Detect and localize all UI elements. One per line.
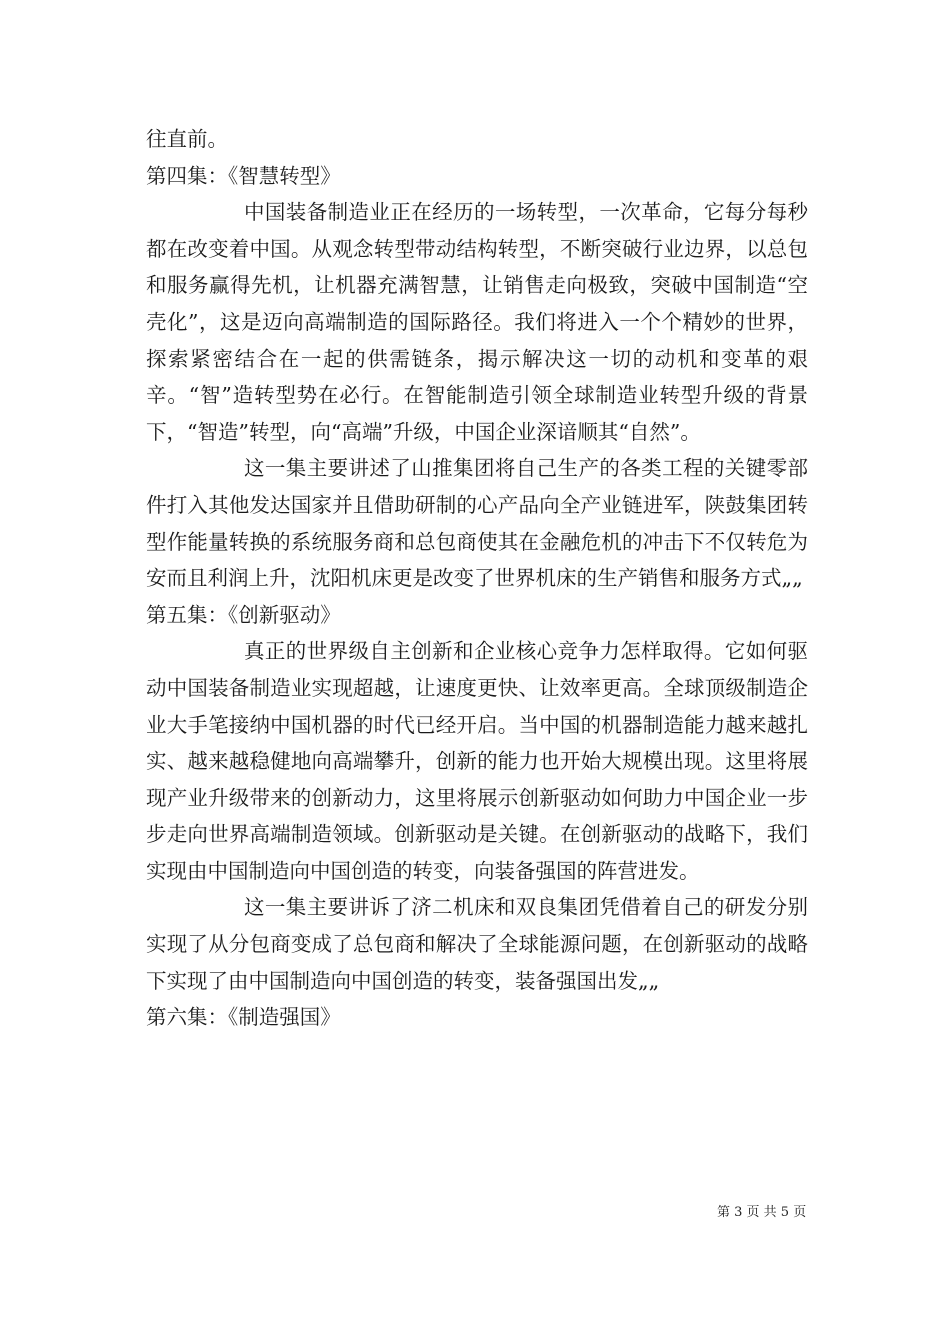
episode-5-description: 真正的世界级自主创新和企业核心竞争力怎样取得。它如何驱动中国装备制造业实现超越，让速度更快、让效率更高。全球顶级制造企业大手笔接纳中国机器的时代已经开启。当中国的机器制造能力越来越扎实、越来越稳健地向高端攀升，创新的能力也开始大规模出现。这里将展现产业升级带来的创新动力，这里将展示创新驱动如何助力中国企业一步步走向世界高端制造领域。创新驱动是关键。在创新驱动的战略下，我们实现由中国制造向中国创造的转变，向装备强国的阵营进发。 <box>146 639 808 883</box>
episode-6-heading: 第六集：《制造强国》 <box>146 1005 341 1030</box>
episode-4-description: 中国装备制造业正在经历的一场转型，一次革命，它每分每秒都在改变着中国。从观念转型带动结构转型，不断突破行业边界，以总包和服务赢得先机，让机器充满智慧，让销售走向极致，突破中国制造“空壳化”，这是迈向高端制造的国际路径。我们将进入一个个精妙的世界，探索紧密结合在一起的供需链条，揭示解决这一切的动机和变革的艰辛。“智”造转型势在必行。在智能制造引领全球制造业转型升级的背景下，“智造”转型，向“高端”升级，中国企业深谙顺其“自然”。 <box>146 200 808 444</box>
episode-5-heading: 第五集：《创新驱动》 <box>146 602 341 627</box>
episode-4-heading: 第四集：《智慧转型》 <box>146 163 341 188</box>
episode-5-summary: 这一集主要讲诉了济二机床和双良集团凭借着自己的研发分别实现了从分包商变成了总包商和解决了全球能源问题，在创新驱动的战略下实现了由中国制造向中国创造的转变，装备强国出发„„ <box>146 895 808 993</box>
document-body <box>146 121 808 1036</box>
page-number-footer: 第 3 页 共 5 页 <box>717 1205 807 1220</box>
paragraph-continuation: 往直前。 <box>146 127 228 151</box>
episode-4-summary: 这一集主要讲述了山推集团将自己生产的各类工程的关键零部件打入其他发达国家并且借助研制的心产品向全产业链进军，陕鼓集团转型作能量转换的系统服务商和总包商使其在金融危机的冲击下不仅转危为安而且利润上升，沈阳机床更是改变了世界机床的生产销售和服务方式„„ <box>146 456 808 591</box>
